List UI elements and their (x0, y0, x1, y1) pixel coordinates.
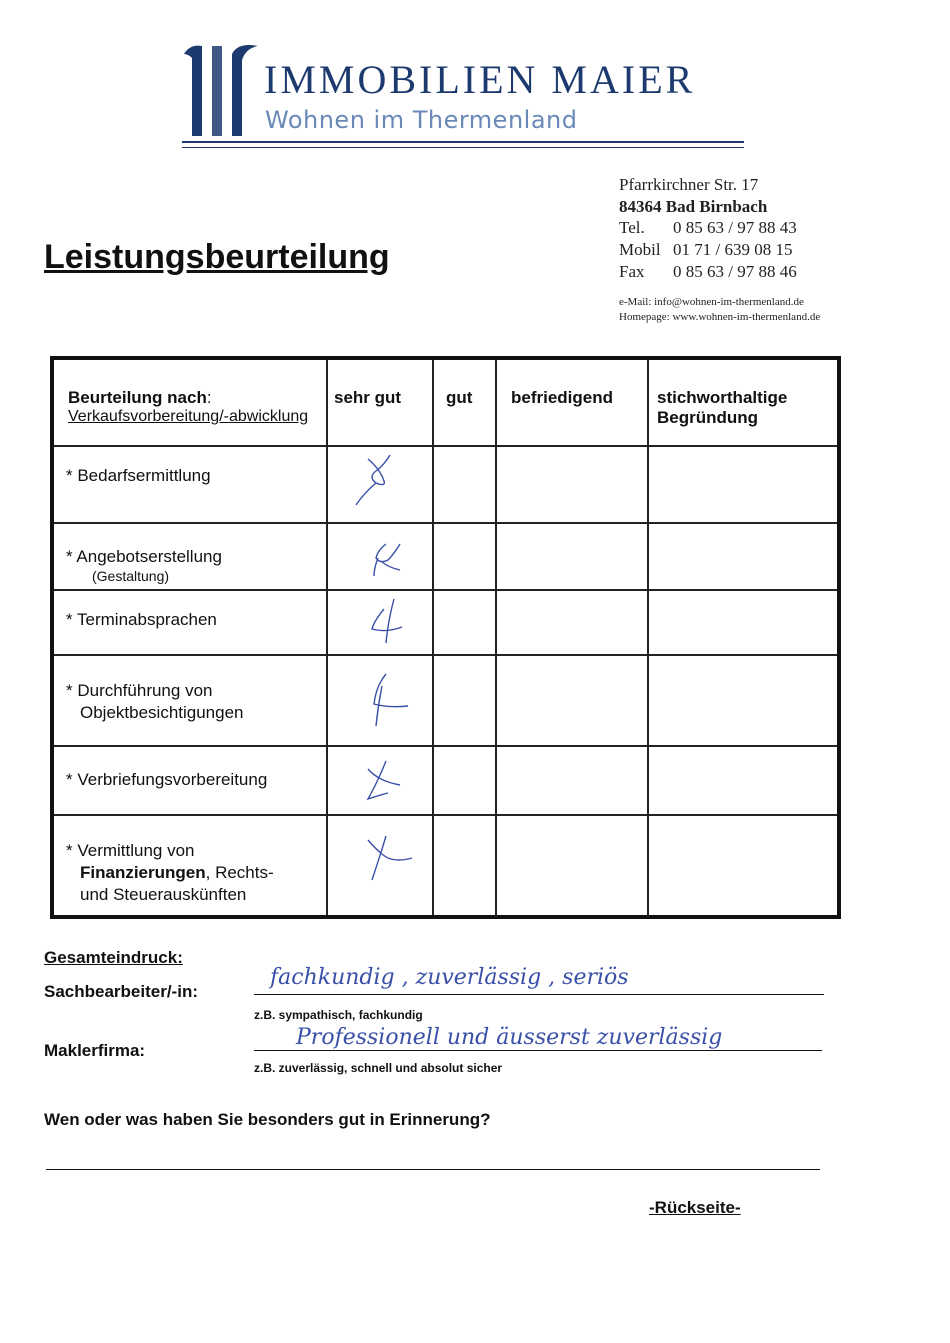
rating-cell-gut[interactable] (433, 746, 496, 815)
fax-label: Fax (619, 262, 645, 281)
header-criteria-title: Beurteilung nach (68, 388, 207, 407)
rating-cell-sehr-gut[interactable] (327, 590, 433, 655)
maklerfirma-label: Maklerfirma: (44, 1041, 146, 1060)
gesamteindruck-heading: Gesamteindruck: (44, 948, 183, 967)
header-gut (433, 358, 496, 446)
begruendung-cell[interactable] (648, 655, 839, 746)
checkmark-x-icon (328, 816, 428, 910)
table-row (52, 446, 839, 523)
criteria-sublabel: (Gestaltung) (92, 568, 170, 584)
company-logo (180, 40, 264, 140)
header-criteria-sub: Verkaufsvorbereitung/-abwicklung (68, 408, 309, 425)
header-criteria (52, 358, 327, 446)
address-street: Pfarrkirchner Str. 17 (619, 175, 759, 194)
begruendung-cell[interactable] (648, 815, 839, 917)
rating-cell-sehr-gut[interactable] (327, 446, 433, 523)
table-row (52, 746, 839, 815)
mobile-line (619, 240, 792, 260)
header-befriedigend-label: befriedigend (511, 388, 614, 407)
criteria-sublabel: Objektbesichtigungen (80, 703, 244, 722)
sachbearbeiter-line (254, 994, 824, 995)
checkmark-x-icon (328, 447, 428, 517)
rating-cell-gut[interactable] (433, 815, 496, 917)
header-sehr-gut (327, 358, 433, 446)
company-name: IMMOBILIEN MAIER (264, 57, 696, 102)
criteria-label: * Vermittlung von (66, 841, 195, 860)
maklerfirma-answer[interactable]: Professionell und äusserst zuverlässig (296, 1025, 723, 1050)
company-tagline: Wohnen im Thermenland (265, 106, 578, 134)
checkmark-x-icon (328, 591, 428, 649)
begruendung-cell[interactable] (648, 523, 839, 590)
criteria-label: * Angebotserstellung (66, 547, 222, 566)
criteria-label-line3: und Steuerauskünften (80, 885, 247, 904)
rating-cell-befriedigend[interactable] (496, 523, 648, 590)
maklerfirma-line (254, 1050, 822, 1051)
checkmark-x-icon (328, 656, 428, 740)
rating-cell-gut[interactable] (433, 590, 496, 655)
criteria-cell (52, 746, 327, 815)
table-header-row (52, 358, 839, 446)
header-befriedigend (496, 358, 648, 446)
phone-line (619, 218, 797, 238)
criteria-label-line2 (54, 862, 326, 884)
table-row (52, 590, 839, 655)
mobile-label: Mobil (619, 240, 661, 259)
begruendung-cell[interactable] (648, 746, 839, 815)
header-rule (182, 141, 744, 143)
header-rule-thin (182, 147, 744, 148)
erinnerung-line[interactable] (46, 1169, 820, 1170)
criteria-label-rest: , Rechts- (205, 863, 274, 882)
rating-cell-befriedigend[interactable] (496, 590, 648, 655)
rating-cell-sehr-gut[interactable] (327, 746, 433, 815)
table-row (52, 815, 839, 917)
fax-line (619, 262, 797, 282)
rueckseite-label: -Rückseite- (649, 1198, 741, 1217)
rating-cell-befriedigend[interactable] (496, 655, 648, 746)
header-gut-label: gut (446, 388, 473, 407)
rating-cell-sehr-gut[interactable] (327, 655, 433, 746)
table-row (52, 655, 839, 746)
begruendung-cell[interactable] (648, 446, 839, 523)
phone-number: 0 85 63 / 97 88 43 (673, 218, 797, 237)
table-row (52, 523, 839, 590)
email-line: e-Mail: info@wohnen-im-thermenland.de (619, 296, 804, 308)
sachbearbeiter-answer[interactable]: fachkundig , zuverlässig , seriös (270, 965, 629, 990)
page-title: Leistungsbeurteilung (44, 238, 390, 276)
phone-label: Tel. (619, 218, 645, 237)
criteria-cell (52, 815, 327, 917)
header-colon: : (206, 388, 212, 407)
criteria-cell (52, 446, 327, 523)
criteria-label: * Verbriefungsvorbereitung (66, 770, 268, 789)
rating-cell-befriedigend[interactable] (496, 815, 648, 917)
header-begruendung-label: stichworthaltige Begründung (657, 388, 788, 427)
rating-cell-gut[interactable] (433, 446, 496, 523)
criteria-cell (52, 523, 327, 590)
mobile-number: 01 71 / 639 08 15 (673, 240, 793, 259)
criteria-label: * Terminabsprachen (66, 610, 217, 629)
header-sehr-gut-label: sehr gut (334, 388, 402, 407)
fax-number: 0 85 63 / 97 88 46 (673, 262, 797, 281)
header-begruendung (648, 358, 839, 446)
erinnerung-question: Wen oder was haben Sie besonders gut in Erinnerung? (44, 1110, 491, 1129)
checkmark-x-icon (328, 747, 428, 809)
criteria-label-bold: Finanzierungen (80, 863, 206, 882)
begruendung-cell[interactable] (648, 590, 839, 655)
checkmark-x-icon (328, 524, 428, 584)
rating-table (50, 356, 841, 919)
criteria-cell (52, 655, 327, 746)
maklerfirma-example: z.B. zuverlässig, schnell und absolut sicher (254, 1061, 503, 1075)
sachbearbeiter-example: z.B. sympathisch, fachkundig (254, 1008, 423, 1022)
sachbearbeiter-label: Sachbearbeiter/-in: (44, 982, 198, 1001)
rating-cell-sehr-gut[interactable] (327, 815, 433, 917)
homepage-line: Homepage: www.wohnen-im-thermenland.de (619, 311, 821, 323)
rating-cell-gut[interactable] (433, 655, 496, 746)
criteria-label: * Bedarfsermittlung (66, 466, 211, 485)
rating-cell-gut[interactable] (433, 523, 496, 590)
address-city: 84364 Bad Birnbach (619, 197, 768, 216)
criteria-label: * Durchführung von (66, 681, 213, 700)
rating-cell-befriedigend[interactable] (496, 746, 648, 815)
rating-cell-befriedigend[interactable] (496, 446, 648, 523)
criteria-cell (52, 590, 327, 655)
rating-cell-sehr-gut[interactable] (327, 523, 433, 590)
